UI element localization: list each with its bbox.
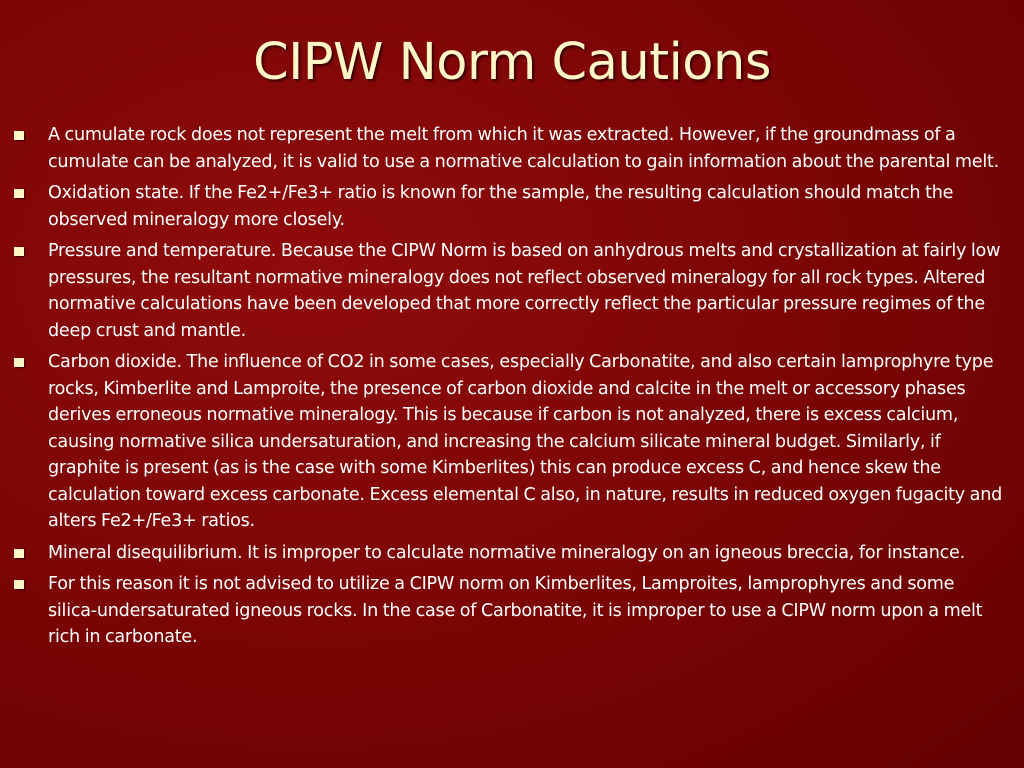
bullet-text-carbon-dioxide: Carbon dioxide. The influence of CO2 in some cases, especially Carbonatite, and also certain lamprophyre type rocks, Kimberlite and Lamproite, the presence of carbon dioxide and calcite in the melt or accessory phases derives erroneous normative mineralogy. This is because if carbon is not analyzed, there is excess calcium, causing normative silica undersaturation, and increasing the calcium silicate mineral budget. Similarly, if graphite is present (as is the case with some Kimberlites) this can produce excess C, and hence skew the calculation toward excess carbonate. Excess elemental C also, in nature, results in reduced oxygen fugacity and alters Fe2+/Fe3+ ratios. bbox=[48, 352, 1003, 531]
square-bullet-icon bbox=[14, 189, 24, 198]
bullet-item bbox=[14, 122, 1004, 175]
bullet-text-mineral-disequilibrium: Mineral disequilibrium. It is improper to calculate normative mineralogy on an igneous breccia, for instance. bbox=[48, 542, 965, 563]
bullet-text-oxidation-state: Oxidation state. If the Fe2+/Fe3+ ratio is known for the sample, the resulting calculation should match the observed mineralogy more closely. bbox=[48, 183, 954, 230]
bullet-text-cumulate: A cumulate rock does not represent the melt from which it was extracted. However, if the groundmass of a cumulate can be analyzed, it is valid to use a normative calculation to gain information about the parental melt. bbox=[48, 125, 999, 172]
bullet-item bbox=[14, 540, 1004, 567]
bullet-text-conclusion: For this reason it is not advised to utilize a CIPW norm on Kimberlites, Lamproites, lamprophyres and some silica-undersaturated igneous rocks. In the case of Carbonatite, it is improper to use a CIPW norm upon a melt rich in carbonate. bbox=[48, 574, 983, 647]
square-bullet-icon bbox=[14, 247, 24, 256]
bullet-text-pressure-temperature: Pressure and temperature. Because the CIPW Norm is based on anhydrous melts and crystallization at fairly low pressures, the resultant normative mineralogy does not reflect observed mineralogy for all rock types. Altered normative calculations have been developed that more correctly reflect the particular pressure regimes of the deep crust and mantle. bbox=[48, 241, 1001, 341]
square-bullet-icon bbox=[14, 358, 24, 367]
square-bullet-icon bbox=[14, 549, 24, 558]
square-bullet-icon bbox=[14, 580, 24, 589]
bullet-item bbox=[14, 180, 1004, 233]
slide-title: CIPW Norm Cautions bbox=[253, 33, 771, 92]
bullet-item bbox=[14, 238, 1004, 344]
bullet-item bbox=[14, 571, 1004, 651]
square-bullet-icon bbox=[14, 131, 24, 140]
bullet-item bbox=[14, 349, 1004, 535]
bullet-list bbox=[14, 122, 1004, 656]
